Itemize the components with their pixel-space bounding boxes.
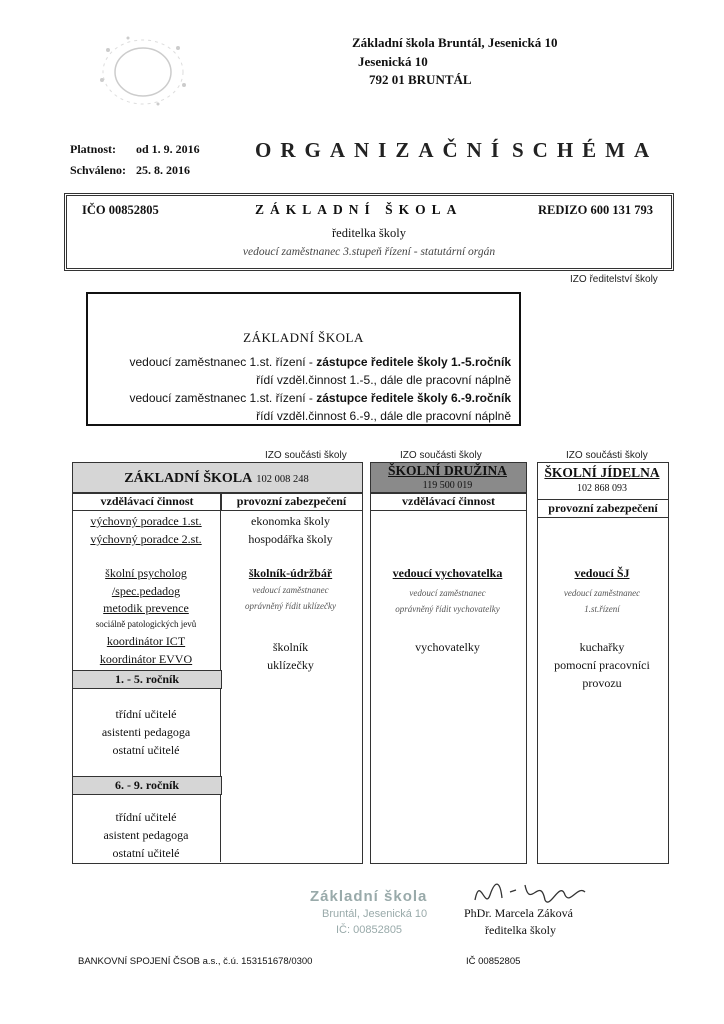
signatory-name: PhDr. Marcela Záková bbox=[464, 906, 573, 920]
zs-left-item: výchovný poradce 1.st. bbox=[90, 514, 202, 528]
school-street: Jesenická 10 bbox=[358, 54, 428, 69]
school-logo bbox=[88, 30, 198, 110]
sd-activity-header: vzdělávací činnost bbox=[370, 492, 527, 511]
grade2-header: 6. - 9. ročník bbox=[72, 776, 222, 795]
zs-right-lead-desc: vedoucí zaměstnanec bbox=[252, 585, 329, 595]
deputy1-title: zástupce ředitele školy 1.-5.ročník bbox=[316, 355, 511, 369]
redizo-number: REDIZO 600 131 793 bbox=[538, 203, 653, 217]
deputy2-title: zástupce ředitele školy 6.-9.ročník bbox=[316, 391, 511, 405]
school-name: Základní škola Bruntál, Jesenická 10 bbox=[352, 35, 558, 50]
director-role: ředitelka školy bbox=[332, 226, 406, 240]
zs-izo: 102 008 248 bbox=[256, 474, 309, 485]
sj-item: kuchařky bbox=[579, 640, 625, 654]
zs-left-item: školní psycholog bbox=[105, 566, 187, 580]
grade1-item: asistenti pedagoga bbox=[101, 725, 191, 739]
sj-item: pomocní pracovníci bbox=[554, 658, 650, 672]
validity-value: od 1. 9. 2016 bbox=[136, 142, 200, 156]
deputy1-prefix: vedoucí zaměstnanec 1.st. řízení - bbox=[129, 355, 317, 369]
izo-zs-label: IZO součásti školy bbox=[265, 450, 347, 461]
zs-left-header: vzdělávací činnost bbox=[72, 492, 222, 511]
zs-left-item: výchovný poradce 2.st. bbox=[90, 532, 202, 546]
ico-number: IČO 00852805 bbox=[82, 203, 159, 217]
zs-left-item: koordinátor ICT bbox=[106, 634, 186, 648]
sd-lead-desc: oprávněný řídit vychovatelky bbox=[395, 604, 500, 614]
deputy1-line bbox=[86, 355, 511, 369]
zs-left-item: koordinátor EVVO bbox=[99, 652, 193, 666]
document-title-right: SCHÉMA bbox=[512, 138, 659, 162]
school-stamp-title: Základní škola bbox=[310, 888, 428, 905]
zs-right-lead-desc: oprávněný řídit uklízečky bbox=[245, 601, 336, 611]
deputy-box-title: ZÁKLADNÍ ŠKOLA bbox=[243, 330, 364, 345]
school-box-title: ZÁKLADNÍ ŠKOLA bbox=[255, 202, 463, 217]
grade1-item: třídní učitelé bbox=[115, 707, 177, 721]
zs-left-item: metodik prevence bbox=[103, 601, 189, 615]
sj-izo: 102 868 093 bbox=[577, 483, 627, 494]
zs-right-header: provozní zabezpečení bbox=[220, 492, 363, 511]
zs-title: ZÁKLADNÍ ŠKOLA bbox=[124, 471, 253, 486]
school-stamp-ic: IČ: 00852805 bbox=[336, 924, 403, 936]
document-title-left: ORGANIZAČNÍ bbox=[255, 138, 509, 162]
zs-right-lead: školník-údržbář bbox=[248, 566, 333, 580]
sj-lead: vedoucí ŠJ bbox=[574, 566, 630, 580]
footer-ic: IČ 00852805 bbox=[466, 956, 521, 967]
grade1-header: 1. - 5. ročník bbox=[72, 670, 222, 689]
sd-izo: 119 500 019 bbox=[422, 480, 473, 491]
zs-right-item: uklízečky bbox=[267, 658, 314, 672]
deputy2-prefix: vedoucí zaměstnanec 1.st. řízení - bbox=[129, 391, 317, 405]
grade1-item: ostatní učitelé bbox=[112, 743, 180, 757]
izo-sd-label: IZO součásti školy bbox=[400, 450, 482, 461]
zs-left-small: sociálně patologických jevů bbox=[95, 619, 197, 629]
sd-item: vychovatelky bbox=[415, 640, 480, 654]
sd-column bbox=[370, 462, 527, 864]
grade2-item: asistent pedagoga bbox=[103, 828, 189, 842]
school-stamp-address: Bruntál, Jesenická 10 bbox=[322, 908, 428, 920]
signatory-role: ředitelka školy bbox=[485, 923, 556, 937]
deputy2-line bbox=[86, 391, 511, 405]
school-city: 792 01 BRUNTÁL bbox=[369, 72, 472, 87]
zs-right-item: hospodářka školy bbox=[248, 532, 333, 546]
bank-details: BANKOVNÍ SPOJENÍ ČSOB a.s., č.ú. 153151678/0300 bbox=[78, 956, 313, 967]
director-role-desc: vedoucí zaměstnanec 3.stupeň řízení - statutární orgán bbox=[242, 246, 496, 258]
zs-left-item: /spec.pedadog bbox=[111, 584, 181, 598]
deputy2-scope: řídí vzděl.činnost 6.-9., dále dle pracovní náplně bbox=[256, 409, 511, 423]
sj-lead-desc: 1.st.řízení bbox=[584, 604, 620, 614]
approved-value: 25. 8. 2016 bbox=[136, 163, 190, 177]
sj-operations-header: provozní zabezpečení bbox=[537, 499, 669, 518]
deputy1-scope: řídí vzděl.činnost 1.-5., dále dle pracovní náplně bbox=[256, 373, 511, 387]
zs-right-item: školník bbox=[272, 640, 309, 654]
zs-header-text bbox=[72, 469, 361, 487]
approved-label: Schváleno: bbox=[70, 163, 127, 177]
izo-sj-label: IZO součásti školy bbox=[566, 450, 648, 461]
sd-lead-desc: vedoucí zaměstnanec bbox=[409, 588, 486, 598]
sj-item: provozu bbox=[582, 676, 622, 690]
sj-lead-desc: vedoucí zaměstnanec bbox=[563, 588, 641, 598]
validity-label: Platnost: bbox=[70, 142, 116, 156]
sd-lead: vedoucí vychovatelka bbox=[392, 566, 503, 580]
zs-right-item: ekonomka školy bbox=[251, 514, 330, 528]
grade2-item: třídní učitelé bbox=[115, 810, 177, 824]
sd-title: ŠKOLNÍ DRUŽINA bbox=[388, 463, 507, 478]
grade2-item: ostatní učitelé bbox=[112, 846, 180, 860]
sj-title: ŠKOLNÍ JÍDELNA bbox=[544, 465, 660, 480]
izo-director-label: IZO ředitelství školy bbox=[570, 274, 658, 285]
